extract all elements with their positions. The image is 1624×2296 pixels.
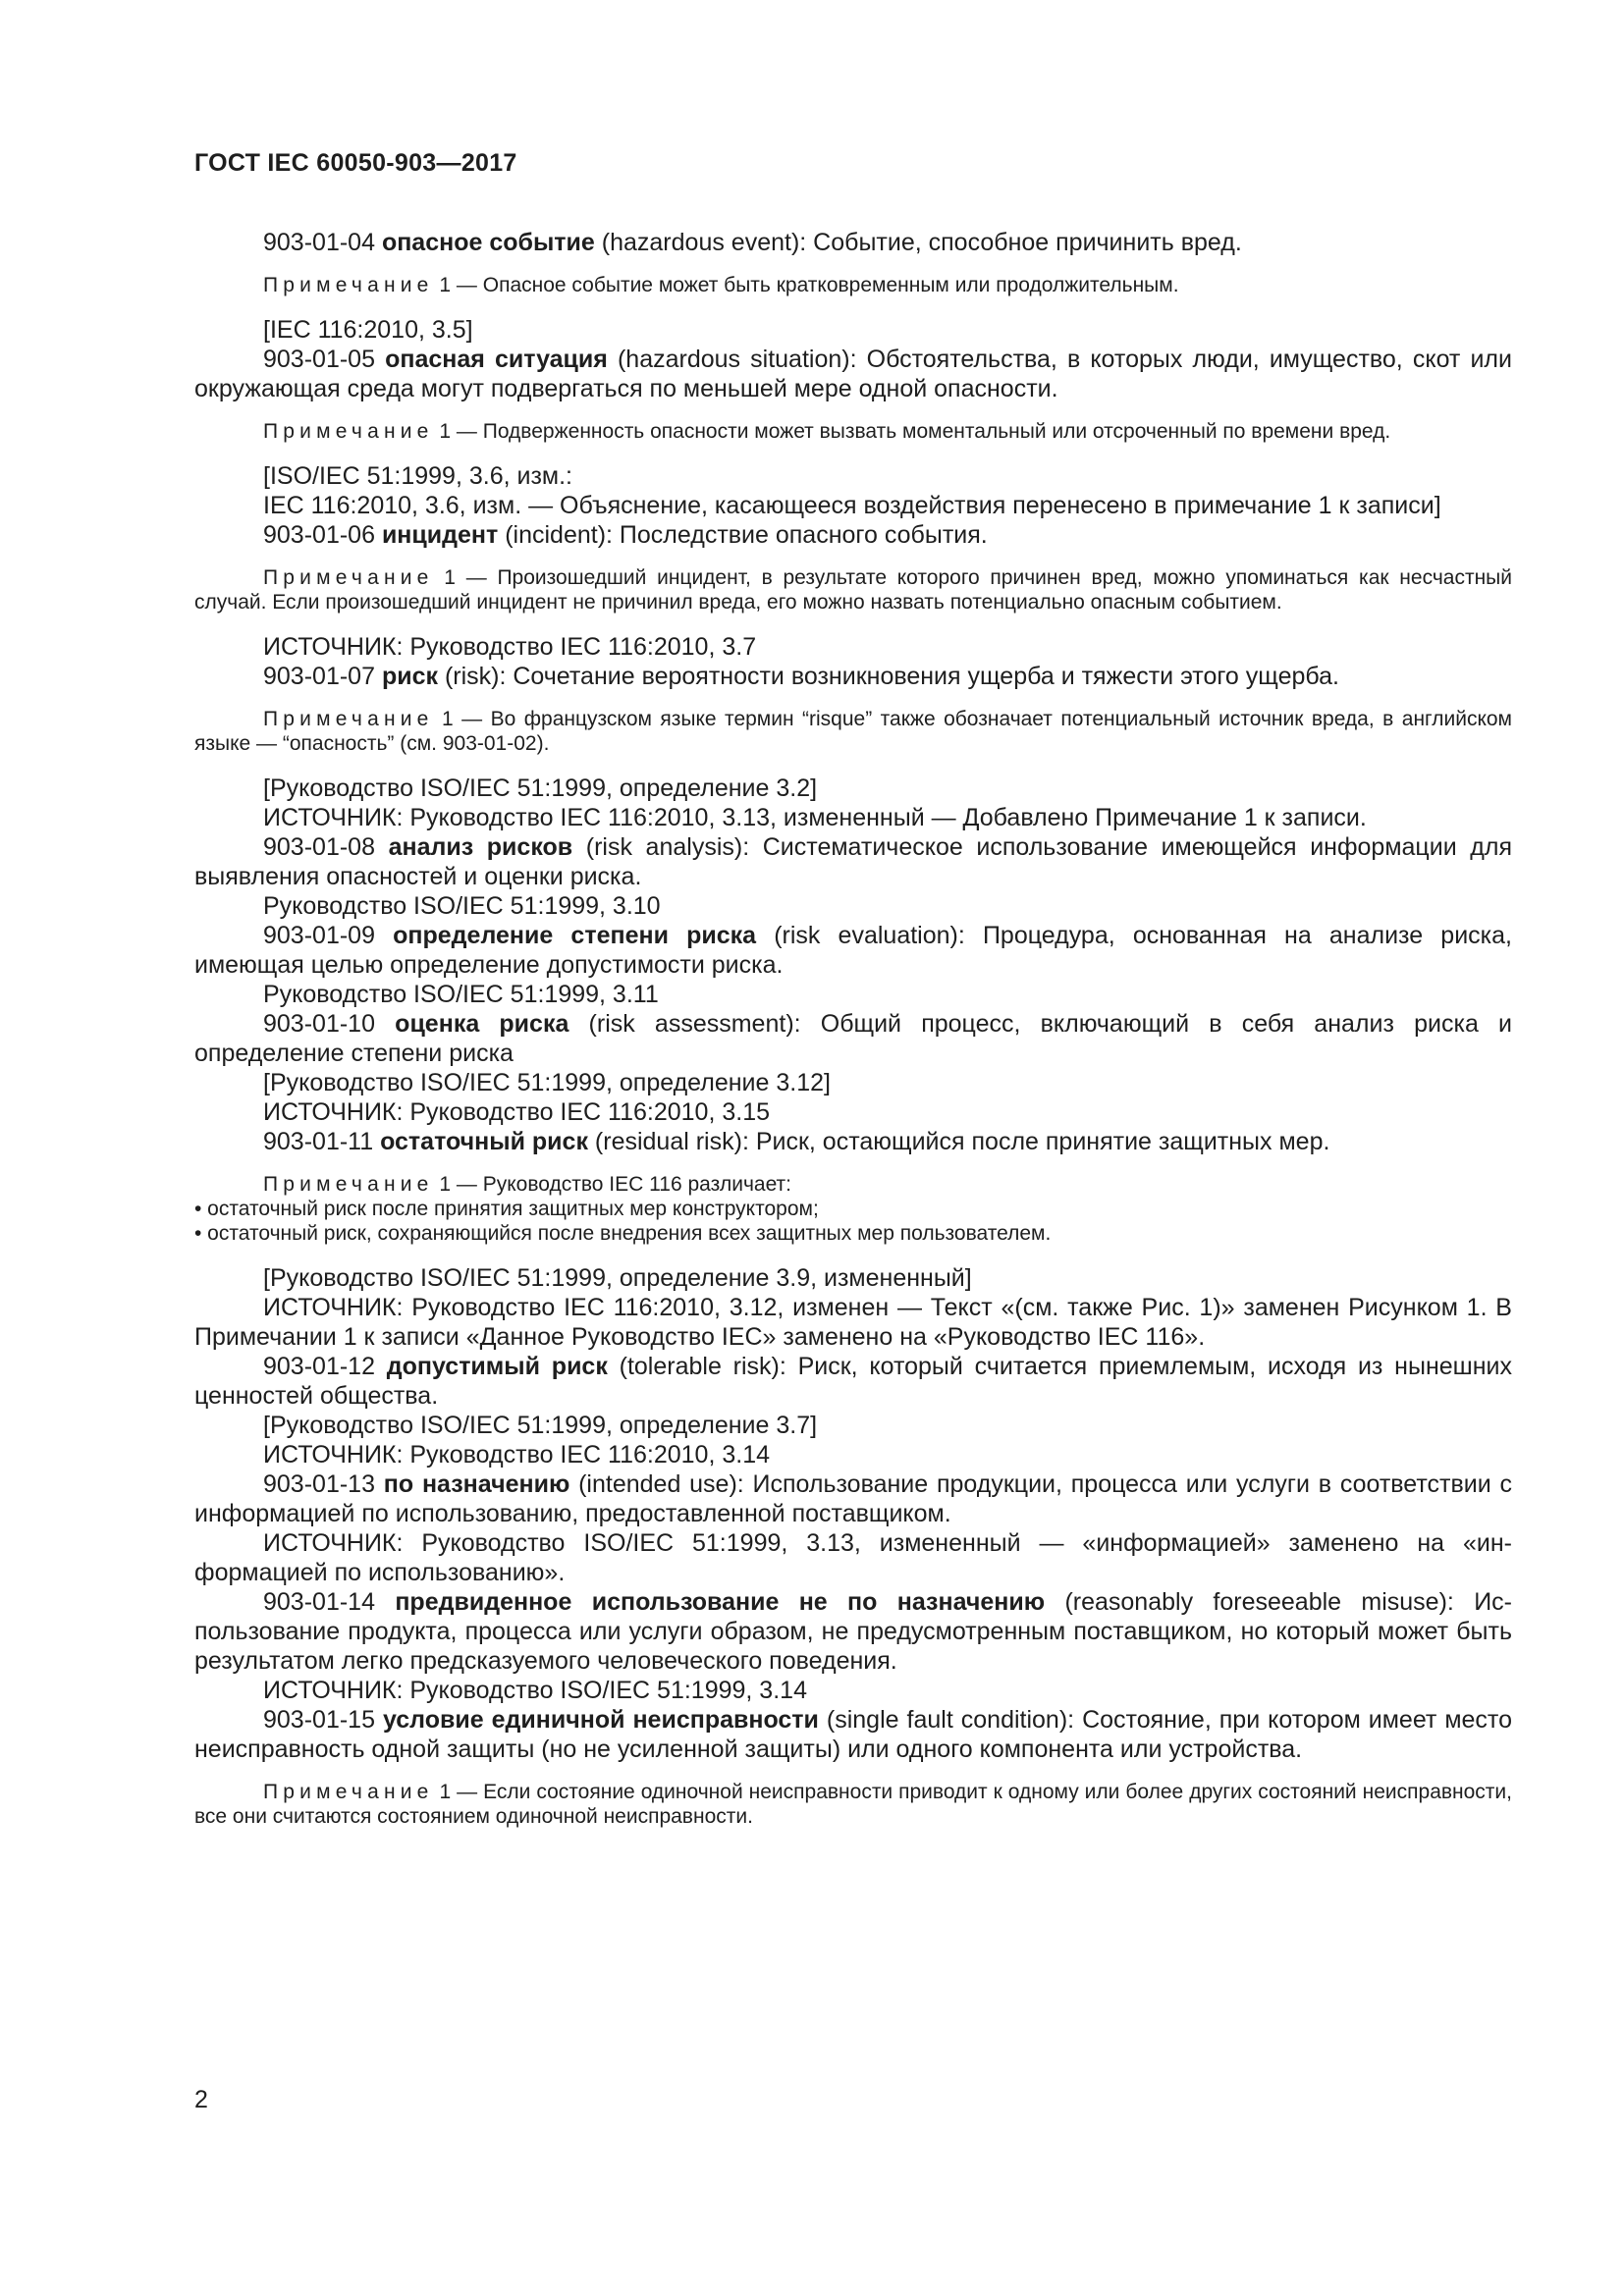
term-name: по назначению [383,1470,570,1498]
note-text: 1 — Опасное событие может быть кратковременным или продолжительным. [433,274,1179,296]
term-definition: (reasonably foreseeable misuse): Использование продукта, процесса или услуги образом, не предусмотренным поставщиком, но который может быть результатом легко предсказуемого человеческого поведения. [194,1588,1512,1675]
note-text: 1 — Во французском языке термин “risque” также обозначает потенциальный источник вреда, в английском языке — “опасность” (см. 903-01-02). [194,708,1512,755]
source-903-01-05b: IEC 116:2010, 3.6, изм. — Объяснение, касающееся воздействия перенесено в примечание 1 к записи] [263,492,1441,519]
source-903-01-08: Руководство ISO/IEC 51:1999, 3.10 [263,892,661,920]
term-number: 903-01-14 [263,1588,375,1616]
term-name: риск [381,663,438,690]
term-number: 903-01-09 [263,922,375,949]
term-entry-903-01-05 [194,345,1512,403]
source-903-01-14: ИСТОЧНИК: Руководство ISO/IEC 51:1999, 3.14 [263,1677,807,1704]
term-entry-903-01-06 [194,520,1512,550]
note-text: 1 — Руководство IEC 116 различает: [433,1173,792,1196]
note-label: Примечание [263,1781,434,1803]
source-903-01-13: ИСТОЧНИК: Руководство ISO/IEC 51:1999, 3.13, измененный — «информацией» заменено на «информацией по использованию». [194,1529,1512,1586]
note-text: 1 — Если состояние одиночной неисправности приводит к одному или более других состояний неисправности, все они считаются состоянием одиночной неисправности. [194,1781,1512,1828]
term-definition: (single fault condition): Состояние, при котором имеет место неисправность одной защиты (но не усиленной защиты) или одного компонента или устройства. [194,1706,1512,1763]
term-entry-903-01-08 [194,832,1512,891]
term-definition: (residual risk): Риск, остающийся после принятие защитных мер. [587,1128,1330,1155]
note-label: Примечание [263,1173,434,1196]
term-name: инцидент [381,521,499,549]
source-903-01-06: ИСТОЧНИК: Руководство IEC 116:2010, 3.7 [263,633,757,661]
term-definition: (tolerable risk): Риск, который считается приемлемым, исходя из нынешних ценностей общества. [194,1353,1512,1410]
source-903-01-12b: ИСТОЧНИК: Руководство IEC 116:2010, 3.14 [263,1441,771,1468]
term-definition: (intended use): Использование продукции, процесса или услуги в соответствии с информацией по использованию, предоставленной поставщиком. [194,1470,1512,1527]
note-text: 1 — Подверженность опасности может вызвать моментальный или отсроченный по времени вред. [433,420,1391,443]
document-header: ГОСТ IEC 60050-903—2017 [194,149,517,177]
source-903-01-09: Руководство ISO/IEC 51:1999, 3.11 [263,981,659,1008]
source-903-01-07a: [Руководство ISO/IEC 51:1999, определение 3.2] [263,774,818,802]
term-number: 903-01-13 [263,1470,375,1498]
source-903-01-10b: ИСТОЧНИК: Руководство IEC 116:2010, 3.15 [263,1098,771,1126]
term-entry-903-01-07 [194,662,1512,691]
term-number: 903-01-04 [263,229,375,256]
term-number: 903-01-08 [263,833,375,861]
note-903-01-05 [194,419,1512,444]
term-entry-903-01-10 [194,1009,1512,1068]
term-definition: (risk evaluation): Процедура, основанная на анализе риска, имеющая целью определение допустимости риска. [194,922,1512,979]
term-entry-903-01-15 [194,1705,1512,1764]
term-number: 903-01-15 [263,1706,375,1734]
note-bullet: • остаточный риск, сохраняющийся после внедрения всех защитных мер пользователем. [194,1222,1052,1245]
term-entry-903-01-14 [194,1587,1512,1676]
term-name: остаточный риск [380,1128,588,1155]
term-definition: (risk assessment): Общий процесс, включающий в себя анализ риска и определение степени риска [194,1010,1512,1067]
term-definition: (incident): Последствие опасного события. [498,521,988,549]
term-number: 903-01-06 [263,521,375,549]
source-903-01-11a: [Руководство ISO/IEC 51:1999, определение 3.9, измененный] [263,1264,972,1292]
note-bullet: • остаточный риск после принятия защитных мер конструктором; [194,1198,819,1220]
note-label: Примечание [263,274,434,296]
note-text: 1 — Произошедший инцидент, в результате которого причинен вред, можно упоминаться как несчастный случай. Если произошедший инцидент не причинил вреда, его можно назвать потенциально опасным событием. [194,566,1512,614]
term-name: условие единичной неисправности [382,1706,819,1734]
term-entry-903-01-12 [194,1352,1512,1411]
term-definition: (risk analysis): Систематическое использование имеющейся информации для выявления опасностей и оценки риска. [194,833,1512,890]
note-903-01-07 [194,707,1512,756]
term-name: анализ рисков [388,833,573,861]
source-903-01-10a: [Руководство ISO/IEC 51:1999, определение 3.12] [263,1069,831,1096]
term-entry-903-01-11 [194,1127,1512,1156]
term-number: 903-01-11 [263,1128,374,1155]
note-label: Примечание [263,566,434,589]
term-name: опасное событие [381,229,595,256]
note-903-01-11 [194,1172,1512,1197]
term-definition: (hazardous event): Событие, способное причинить вред. [594,229,1242,256]
document-body [194,228,1512,1829]
source-903-01-07b: ИСТОЧНИК: Руководство IEC 116:2010, 3.13, измененный — Добавлено Примечание 1 к записи. [263,804,1367,831]
source-903-01-12a: [Руководство ISO/IEC 51:1999, определение 3.7] [263,1412,818,1439]
term-name: опасная ситуация [385,346,608,373]
term-entry-903-01-13 [194,1469,1512,1528]
term-definition: (hazardous situation): Обстоятельства, в которых люди, имущество, скот или окружающая среда могут подвергаться по меньшей мере одной опасности. [194,346,1512,402]
source-903-01-04: [IEC 116:2010, 3.5] [263,316,473,344]
note-label: Примечание [263,420,434,443]
term-name: предвиденное использование не по назначению [395,1588,1046,1616]
page-number: 2 [194,2086,208,2113]
note-903-01-04 [194,273,1512,297]
term-definition: (risk): Сочетание вероятности возникновения ущерба и тяжести этого ущерба. [438,663,1339,690]
source-903-01-11b: ИСТОЧНИК: Руководство IEC 116:2010, 3.12, изменен — Текст «(см. также Рис. 1)» заменен Рисунком 1. В Примечании 1 к записи «Данное Руководство IEC» заменено на «Руководство IEC 116». [194,1294,1512,1351]
term-name: допустимый риск [386,1353,608,1380]
term-number: 903-01-05 [263,346,375,373]
term-entry-903-01-09 [194,921,1512,980]
source-903-01-05a: [ISO/IEC 51:1999, 3.6, изм.: [263,462,572,490]
term-number: 903-01-12 [263,1353,375,1380]
term-number: 903-01-07 [263,663,375,690]
note-label: Примечание [263,708,434,730]
term-name: определение степени риска [393,922,757,949]
note-903-01-06 [194,565,1512,614]
note-903-01-15 [194,1780,1512,1829]
term-entry-903-01-04 [194,228,1512,257]
term-name: оценка риска [395,1010,569,1038]
term-number: 903-01-10 [263,1010,375,1038]
